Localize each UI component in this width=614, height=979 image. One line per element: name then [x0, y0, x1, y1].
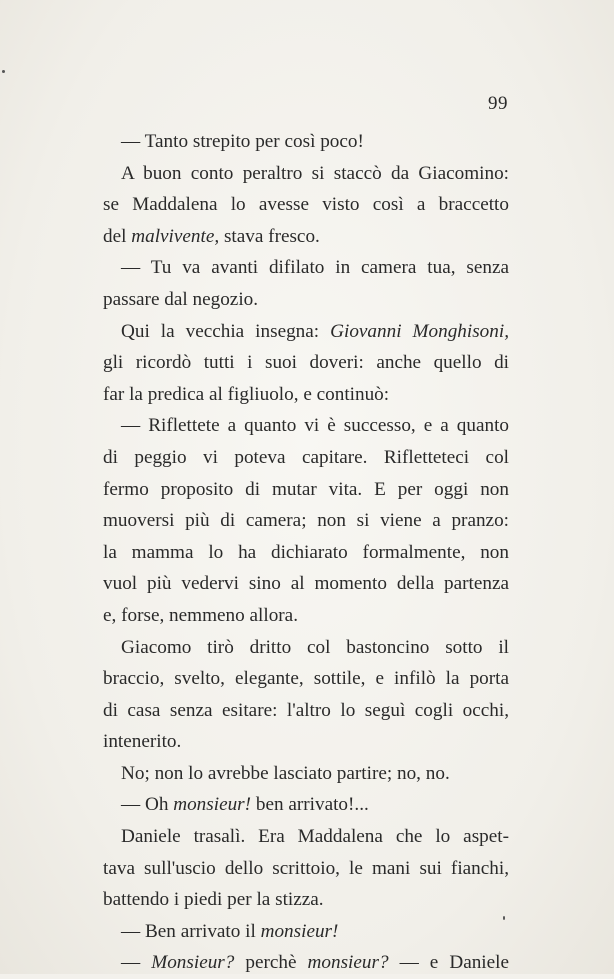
text-line — [103, 379, 509, 411]
text-run: stava fresco. — [219, 225, 320, 247]
text-line — [103, 442, 509, 474]
text-run: gli ricordò tutti i suoi doveri: anche quello di — [103, 352, 509, 374]
text-run: e, forse, nemmeno allora. — [103, 604, 298, 626]
text-run: intenerito. — [103, 731, 182, 753]
text-run: — Ben arrivato il — [121, 920, 261, 942]
text-line — [103, 347, 509, 379]
text-run: No; non lo avrebbe lasciato partire; no, no. — [121, 762, 450, 784]
text-line — [103, 537, 509, 569]
text-line — [103, 568, 509, 600]
text-run: braccio, svelto, elegante, sottile, e infilò la porta — [103, 668, 509, 690]
text-run: — — [121, 952, 152, 974]
text-line — [103, 695, 509, 727]
text-run: Daniele trasalì. Era Maddalena che lo aspet- — [121, 826, 509, 848]
text-run: battendo i piedi per la stizza. — [103, 889, 324, 911]
ink-speck — [2, 70, 5, 73]
text-run: la mamma lo ha dichiarato formalmente, non — [103, 541, 509, 563]
text-run: muoversi più di camera; non si viene a pranzo: — [103, 510, 509, 532]
text-run: — Riflettete a quanto vi è successo, e a quanto — [121, 415, 509, 437]
text-run: se Maddalena lo avesse visto così a braccetto — [103, 194, 509, 216]
italic-text: monsieur? — [307, 952, 389, 974]
text-line — [103, 410, 509, 442]
text-run: far la predica al figliuolo, e continuò: — [103, 383, 390, 405]
text-line — [103, 884, 509, 916]
text-run: A buon conto peraltro si staccò da Giacomino: — [121, 162, 509, 184]
italic-text: Monsieur? — [151, 952, 246, 974]
text-line — [103, 600, 509, 632]
italic-text: monsieur! — [173, 794, 252, 816]
text-run: Qui la vecchia insegna: — [121, 320, 331, 342]
text-line — [103, 189, 509, 221]
text-run: perchè — [245, 952, 308, 974]
text-line — [103, 726, 509, 758]
text-line — [103, 158, 509, 190]
text-line — [103, 821, 509, 853]
text-line — [103, 252, 509, 284]
text-line — [103, 505, 509, 537]
text-run: vuol più vedervi sino al momento della partenza — [103, 573, 509, 595]
text-line — [103, 474, 509, 506]
text-run: di peggio vi poteva capitare. Rifletteteci col — [103, 446, 509, 468]
text-line — [103, 758, 509, 790]
text-line — [103, 789, 509, 821]
text-run: — Oh — [121, 794, 174, 816]
text-line — [103, 663, 509, 695]
text-run: — e Daniele — [388, 952, 509, 974]
text-run: fermo proposito di mutar vita. E per oggi non — [103, 478, 509, 500]
text-line — [103, 284, 509, 316]
text-run: del — [103, 225, 132, 247]
text-line — [103, 632, 509, 664]
text-run: — Tu va avanti difilato in camera tua, senza — [121, 257, 509, 279]
text-line — [103, 316, 509, 348]
text-line — [103, 126, 509, 158]
page-number: 99 — [488, 93, 508, 114]
text-line — [103, 947, 509, 979]
italic-text: Giovanni Monghisoni, — [330, 320, 509, 342]
italic-text: malvivente, — [131, 225, 220, 247]
text-run: Giacomo tirò dritto col bastoncino sotto il — [121, 636, 509, 658]
text-line — [103, 221, 509, 253]
body-text — [103, 126, 509, 979]
text-run: — Tanto strepito per così poco! — [121, 131, 364, 152]
text-run: ben arrivato!... — [251, 794, 369, 816]
text-line — [103, 916, 509, 948]
text-line — [103, 853, 509, 885]
text-run: di casa senza esitare: l'altro lo seguì cogli occhi, — [103, 699, 509, 721]
italic-text: monsieur! — [260, 920, 339, 942]
text-run: passare dal negozio. — [103, 288, 259, 310]
text-run: tava sull'uscio dello scrittoio, le mani sui fianchi, — [103, 857, 509, 879]
ink-speck — [503, 916, 505, 920]
